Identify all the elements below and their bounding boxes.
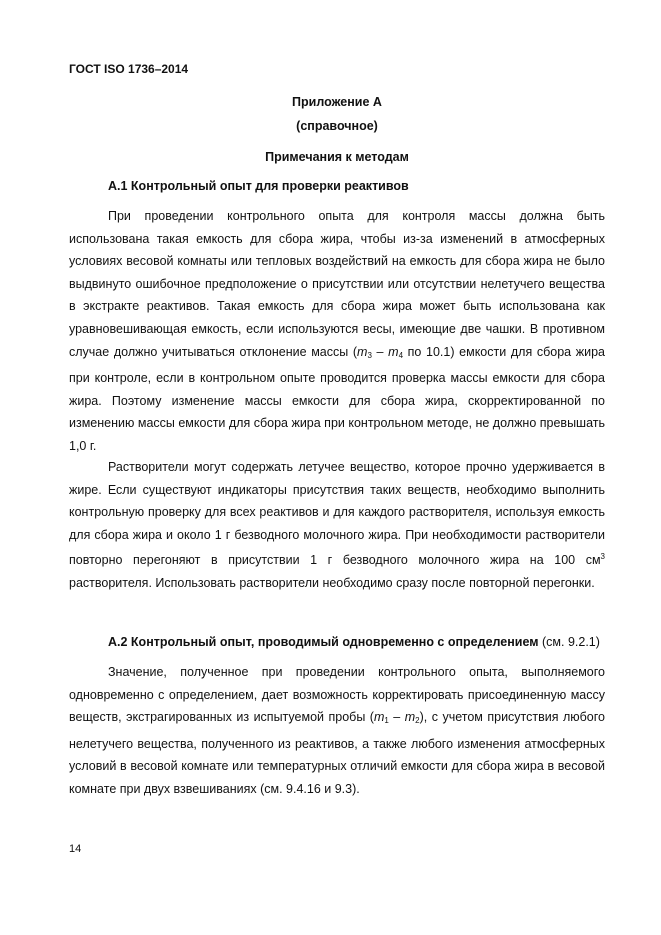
annex-type: (справочное) bbox=[296, 119, 378, 133]
section-a2-heading: А.2 Контрольный опыт, проводимый одновременно с определением (см. 9.2.1) bbox=[108, 635, 600, 649]
section-a1-paragraph-2: Растворители могут содержать летучее вещество, которое прочно удерживается в жире. Если существуют индикаторы присутствия таких веществ, необходимо выполнить контрольную проверку для всех реактивов и для каждого растворителя, используя емкость для сбора жира и около 1 г безводного молочного жира. При необходимости растворители повторно перегоняют в присутствии 1 г безводного молочного жира на 100 $см^3$ растворителя. Использовать растворители необходимо сразу после повторной перегонки. bbox=[69, 460, 605, 590]
page-number: 14 bbox=[69, 843, 82, 855]
annex-title: Приложение А bbox=[292, 95, 382, 109]
section-a2-paragraph-1: Значение, полученное при проведении контрольного опыта, выполняемого одновременно с определением, дает возможность корректировать присоединенную массу веществ, экстрагированных из испытуемой пробы $(m_1 - m_2)$, с учетом присутствия любого нелетучего вещества, полученного из реактивов, а также любого изменения атмосферных условий в весовой комнате или температурных отличий емкости для сбора жира в весовой комнате при двух взвешиваниях (см. 9.4.16 и 9.3). bbox=[69, 665, 605, 796]
section-a1-paragraph-1: При проведении контрольного опыта для контроля массы должна быть использована такая емкость для сбора жира, чтобы из-за изменений в атмосферных условиях весовой комнаты или тепловых воздействий на емкость для сбора жира не было выдвинуто ошибочное предположение о присутствии или отсутствии нелетучего вещества в экстракте реактивов. Такая емкость для сбора жира может быть использована как уравновешивающая емкость, если используются весы, имеющие две чашки. В противном случае должно учитываться отклонение массы ($m_3 - m_4$ по 10.1) емкости для сбора жира при контроле, если в контрольном опыте проводится проверка массы емкости для сбора жира. Поэтому изменение массы емкости для сбора жира, скорректированной по изменению массы емкости для сбора жира при контрольном методе, не должно превышать 1,0 г. bbox=[69, 209, 606, 453]
section-a1-heading: А.1 Контрольный опыт для проверки реактивов bbox=[108, 179, 409, 193]
annex-subtitle: Примечания к методам bbox=[265, 150, 409, 164]
document-code: ГОСТ ISO 1736–2014 bbox=[69, 62, 189, 76]
